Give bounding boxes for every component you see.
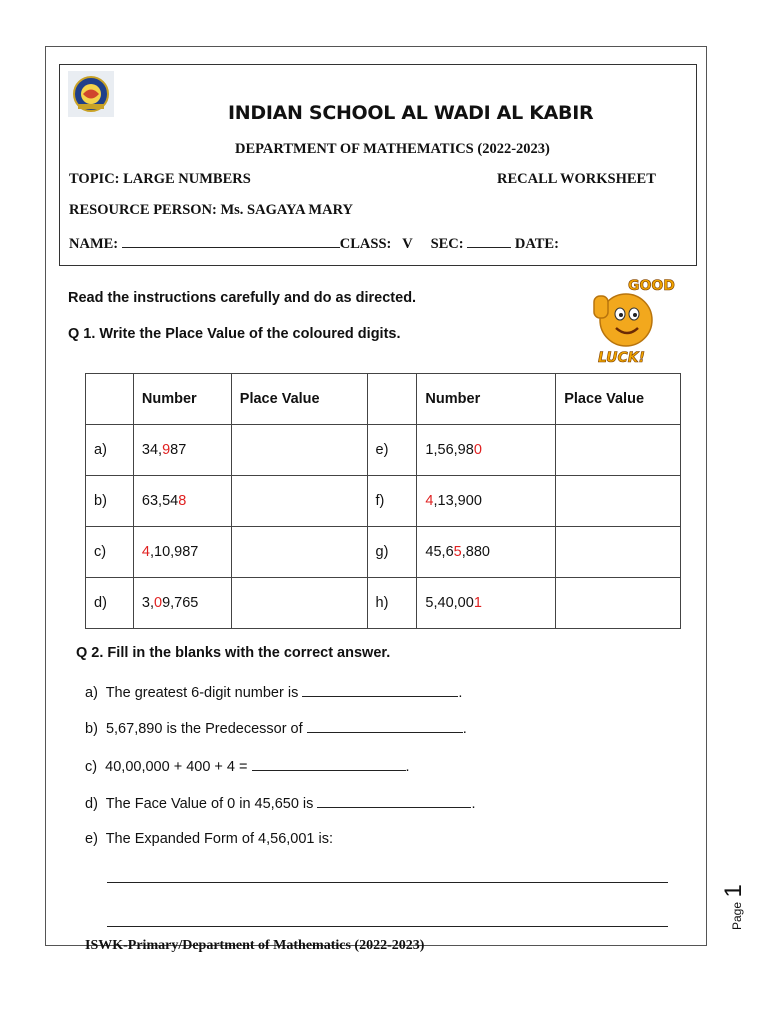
table-row bbox=[86, 578, 681, 629]
answer-cell[interactable] bbox=[556, 425, 681, 476]
number-part: ,880 bbox=[461, 544, 490, 560]
q2-item-suffix: . bbox=[462, 721, 467, 737]
number-cell bbox=[133, 476, 231, 527]
answer-cell[interactable] bbox=[556, 578, 681, 629]
number-cell bbox=[417, 425, 556, 476]
q2-item-text: The Expanded Form of 4,56,001 is: bbox=[105, 831, 334, 847]
number-part: 3, bbox=[141, 595, 154, 611]
student-info-row bbox=[69, 233, 559, 253]
q2-item-suffix: . bbox=[405, 759, 410, 775]
q2-item-text: The Face Value of 0 in 45,650 is bbox=[105, 796, 314, 812]
table-row bbox=[86, 425, 681, 476]
number-cell bbox=[417, 527, 556, 578]
highlighted-digit: 4 bbox=[141, 544, 150, 560]
page-number bbox=[720, 884, 748, 930]
header-cell bbox=[86, 374, 134, 425]
badge-good-text: GOOD bbox=[628, 278, 675, 294]
row-label: e) bbox=[367, 425, 417, 476]
answer-cell[interactable] bbox=[556, 527, 681, 578]
q2-item bbox=[85, 793, 475, 812]
q2-item-label: d) bbox=[85, 796, 98, 812]
highlighted-digit: 4 bbox=[425, 493, 434, 509]
number-part: 87 bbox=[170, 442, 187, 458]
class-value: V bbox=[402, 236, 413, 252]
good-luck-badge bbox=[588, 276, 678, 370]
number-part: ,10,987 bbox=[149, 544, 199, 560]
row-label: g) bbox=[367, 527, 417, 578]
q2-item-text: 5,67,890 is the Predecessor of bbox=[105, 721, 303, 737]
q1-title: Q 1. Write the Place Value of the coloured digits. bbox=[68, 326, 401, 342]
q2-item-suffix: . bbox=[471, 796, 476, 812]
header-cell: Place Value bbox=[556, 374, 681, 425]
instructions: Read the instructions carefully and do as directed. bbox=[68, 290, 417, 306]
highlighted-digit: 5 bbox=[453, 544, 462, 560]
header-cell: Number bbox=[133, 374, 231, 425]
q2-item bbox=[85, 682, 462, 701]
number-cell bbox=[133, 527, 231, 578]
school-name: INDIAN SCHOOL AL WADI AL KABIR bbox=[228, 102, 594, 124]
number-part: 45,6 bbox=[425, 544, 454, 560]
answer-cell[interactable] bbox=[231, 527, 367, 578]
q2-item bbox=[85, 718, 467, 737]
answer-cell[interactable] bbox=[231, 425, 367, 476]
table-header-row bbox=[86, 374, 681, 425]
number-part: 34, bbox=[141, 442, 163, 458]
answer-line[interactable] bbox=[107, 926, 668, 927]
number-part: 1,56,98 bbox=[425, 442, 474, 458]
page-num: 1 bbox=[720, 884, 747, 898]
place-value-table bbox=[85, 373, 681, 629]
q2-item bbox=[85, 831, 333, 847]
answer-cell[interactable] bbox=[231, 476, 367, 527]
resource-person: RESOURCE PERSON: Ms. SAGAYA MARY bbox=[69, 202, 354, 218]
q2-item bbox=[85, 756, 410, 775]
answer-cell[interactable] bbox=[231, 578, 367, 629]
q2-item-text: The greatest 6-digit number is bbox=[105, 685, 299, 701]
row-label: b) bbox=[86, 476, 134, 527]
number-cell bbox=[133, 425, 231, 476]
answer-blank[interactable] bbox=[302, 682, 458, 697]
q2-item-label: a) bbox=[85, 685, 98, 701]
department-line: DEPARTMENT OF MATHEMATICS (2022-2023) bbox=[235, 141, 550, 157]
answer-blank[interactable] bbox=[307, 718, 463, 733]
worksheet-type: RECALL WORKSHEET bbox=[497, 171, 656, 187]
row-label: d) bbox=[86, 578, 134, 629]
number-part: ,13,900 bbox=[433, 493, 482, 509]
footer-text: ISWK-Primary/Department of Mathematics (2022-2023) bbox=[85, 938, 425, 953]
answer-line[interactable] bbox=[107, 882, 668, 883]
highlighted-digit: 9 bbox=[162, 442, 171, 458]
header-cell bbox=[367, 374, 417, 425]
name-blank[interactable] bbox=[122, 233, 340, 248]
class-label: CLASS: bbox=[339, 236, 392, 252]
number-cell bbox=[417, 578, 556, 629]
row-label: c) bbox=[86, 527, 134, 578]
answer-blank[interactable] bbox=[317, 793, 471, 808]
highlighted-digit: 0 bbox=[473, 442, 482, 458]
sec-label: SEC: bbox=[430, 236, 464, 252]
badge-luck-text: LUCK! bbox=[598, 350, 646, 366]
number-part: 5,40,00 bbox=[425, 595, 474, 611]
row-label: f) bbox=[367, 476, 417, 527]
highlighted-digit: 0 bbox=[154, 595, 163, 611]
q2-item-label: e) bbox=[85, 831, 98, 847]
page-label: Page bbox=[730, 901, 744, 930]
number-cell bbox=[417, 476, 556, 527]
date-label: DATE: bbox=[514, 236, 559, 252]
topic-line: TOPIC: LARGE NUMBERS bbox=[69, 171, 251, 187]
number-cell bbox=[133, 578, 231, 629]
table-row bbox=[86, 476, 681, 527]
highlighted-digit: 8 bbox=[178, 493, 187, 509]
row-label: h) bbox=[367, 578, 417, 629]
q2-item-text: 40,00,000 + 400 + 4 = bbox=[105, 759, 248, 775]
table-row bbox=[86, 527, 681, 578]
header-cell: Place Value bbox=[231, 374, 367, 425]
row-label: a) bbox=[86, 425, 134, 476]
number-part: 63,54 bbox=[141, 493, 179, 509]
header-cell: Number bbox=[417, 374, 556, 425]
school-logo bbox=[68, 71, 114, 117]
highlighted-digit: 1 bbox=[473, 595, 482, 611]
name-label: NAME: bbox=[69, 236, 119, 252]
sec-blank[interactable] bbox=[467, 233, 511, 248]
q2-item-suffix: . bbox=[458, 685, 463, 701]
answer-blank[interactable] bbox=[252, 756, 406, 771]
q2-item-label: c) bbox=[85, 759, 98, 775]
q2-item-label: b) bbox=[85, 721, 98, 737]
number-part: 9,765 bbox=[162, 595, 199, 611]
answer-cell[interactable] bbox=[556, 476, 681, 527]
q2-title: Q 2. Fill in the blanks with the correct answer. bbox=[76, 645, 391, 661]
